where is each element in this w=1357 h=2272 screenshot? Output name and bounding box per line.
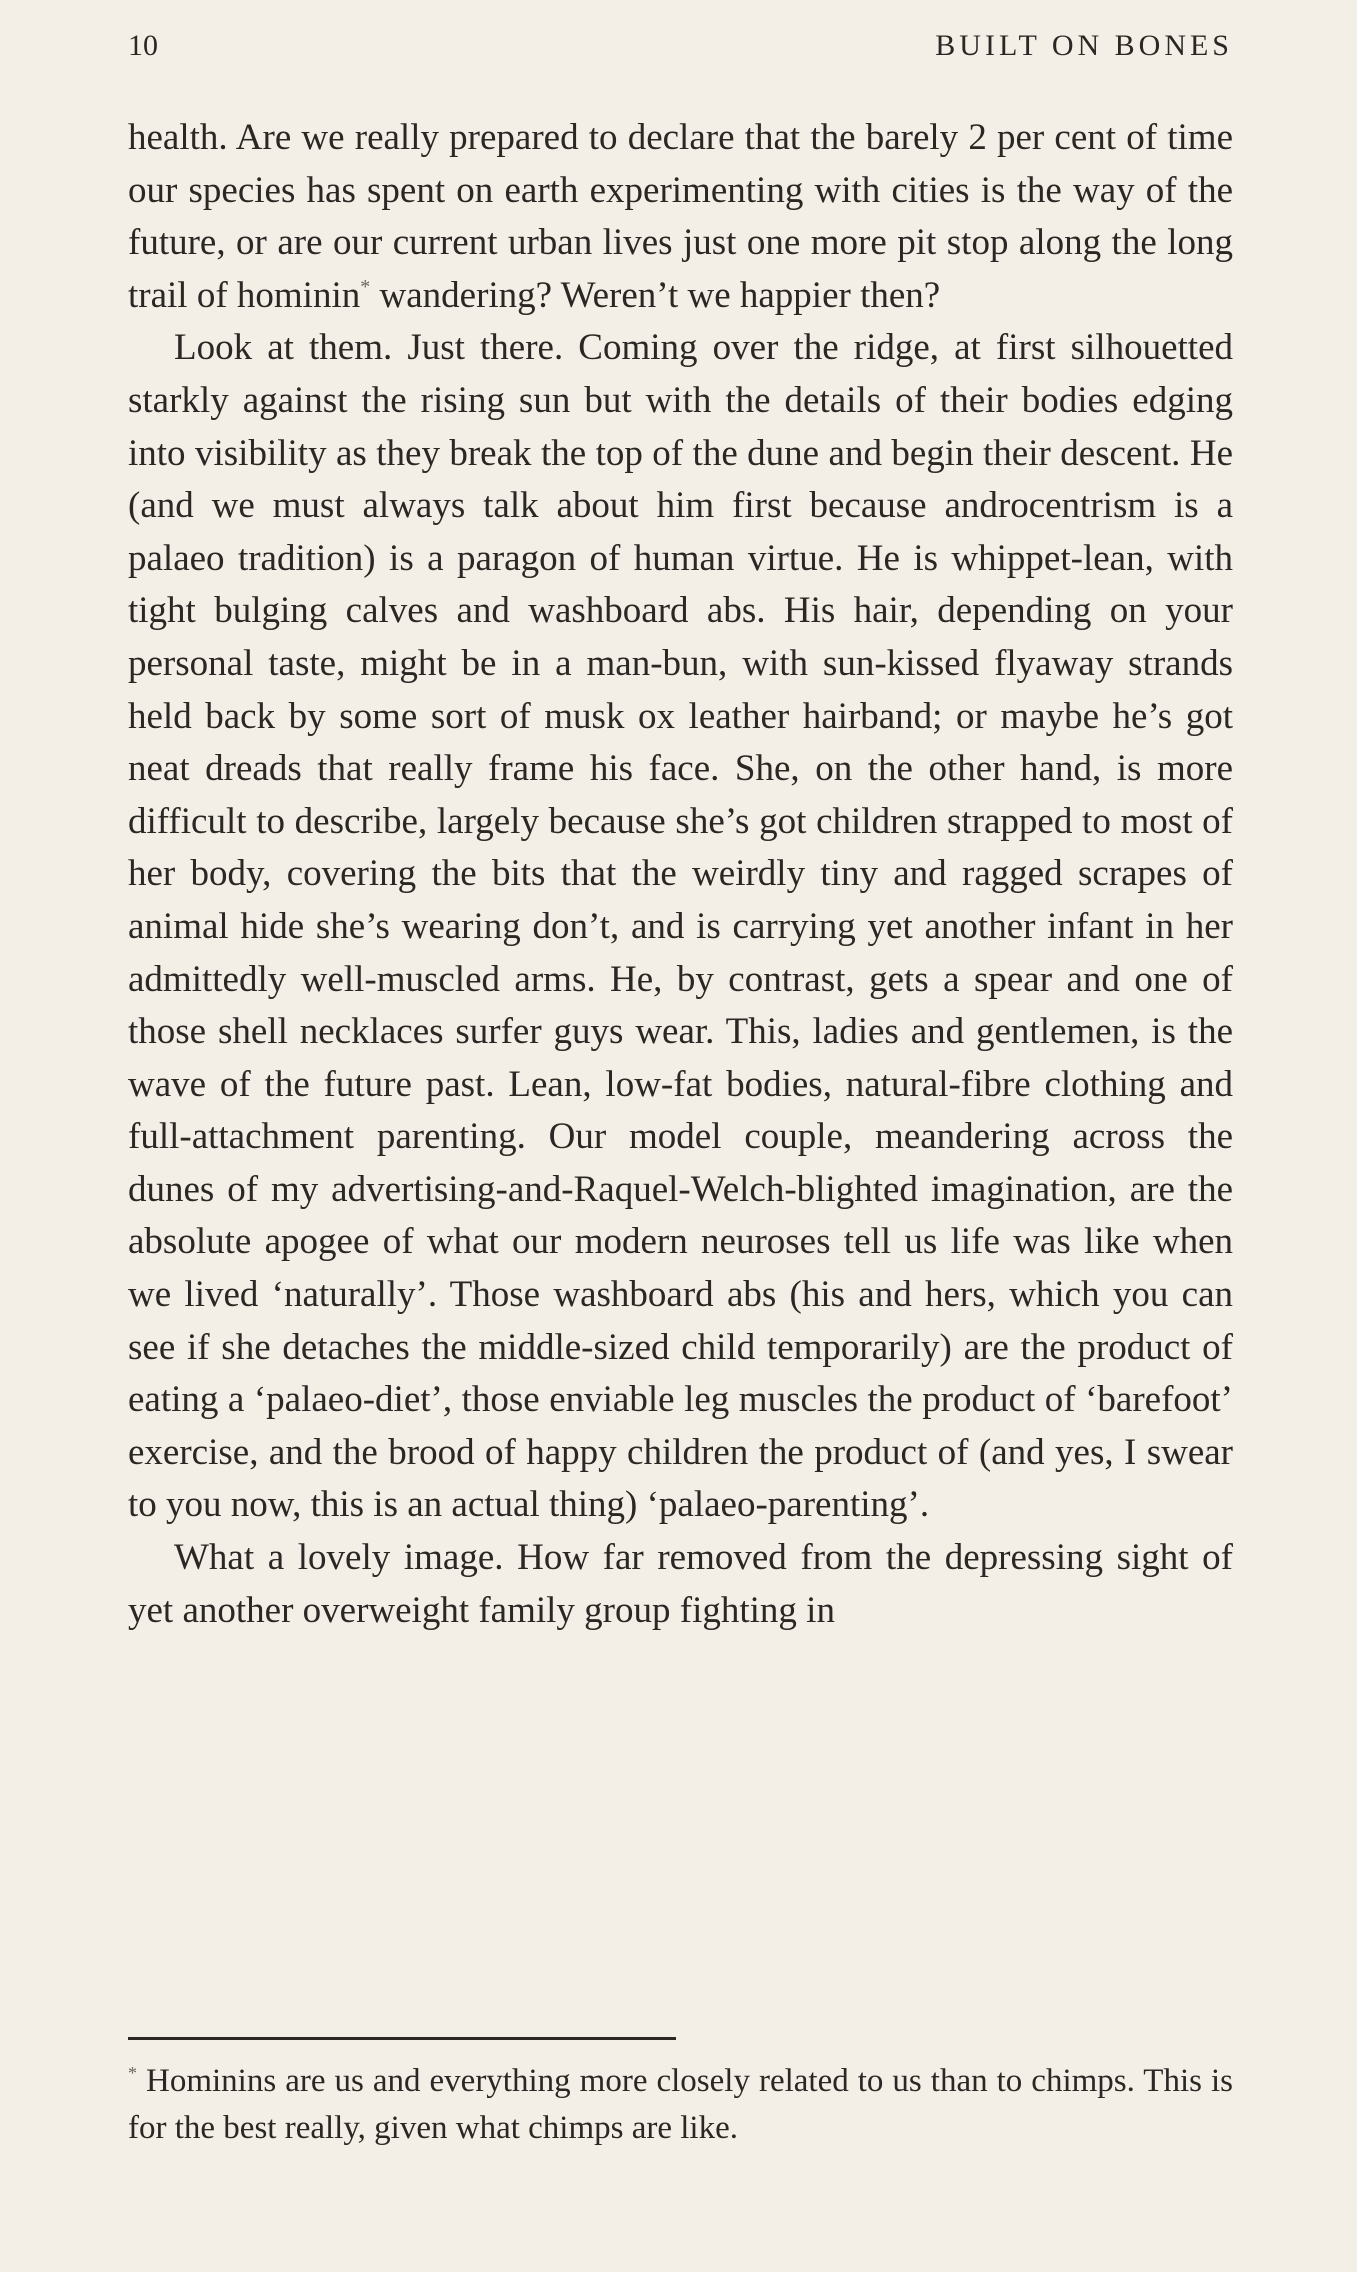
footnote-reference[interactable]: *	[360, 275, 371, 298]
paragraph-2: Look at them. Just there. Coming over the ridge, at first silhouetted starkly against the rising sun but with the details of their bodies edging into visibility as they break the top of the dune and begin their descent. He (and we must always talk about him first because androcentrism is a palaeo tradition) is a paragon of human virtue. He is whippet-lean, with tight bulging calves and washboard abs. His hair, depending on your personal taste, might be in a man-bun, with sun-kissed flyaway strands held back by some sort of musk ox leather hairband; or maybe he’s got neat dreads that really frame his face. She, on the other hand, is more difficult to describe, largely because she’s got children strapped to most of her body, covering the bits that the weirdly tiny and ragged scrapes of animal hide she’s wearing don’t, and is carrying yet another infant in her admittedly well-muscled arms. He, by contrast, gets a spear and one of those shell necklaces surfer guys wear. This, ladies and gentlemen, is the wave of the future past. Lean, low-fat bodies, natural-fibre clothing and full-attachment parenting. Our model couple, meandering across the dunes of my advertising-and-Raquel-Welch-blighted imagination, are the absolute apogee of what our modern neuroses tell us life was like when we lived ‘naturally’. Those washboard abs (his and hers, which you can see if she detaches the middle-sized child temporarily) are the product of eating a ‘palaeo-diet’, those enviable leg muscles the product of ‘barefoot’ exercise, and the brood of happy children the product of (and yes, I swear to you now, this is an actual thing) ‘palaeo-parenting’.	[128, 327, 1233, 1526]
footnote-marker: *	[128, 2063, 137, 2083]
paragraph-1-text: health. Are we really prepared to declare that the barely 2 per cent of time our species has spent on earth experimenting with cities is the way of the future, or are our current urban lives just one more pit stop along the long trail of hominin	[128, 117, 1233, 316]
footnote-divider	[128, 2037, 676, 2040]
paragraph-1	[128, 112, 1233, 322]
footnote-text: Hominins are us and everything more closely related to us than to chimps. This is for the best really, given what chimps are like.	[128, 2063, 1233, 2146]
book-title: BUILT ON BONES	[935, 29, 1233, 62]
footnote	[128, 2058, 1233, 2152]
body-text	[128, 112, 1233, 1637]
paragraph-3: What a lovely image. How far removed from the depressing sight of yet another overweight family group fighting in	[128, 1537, 1233, 1631]
page-number: 10	[128, 29, 158, 62]
paragraph-1-text-end: wandering? Weren’t we happier then?	[370, 274, 941, 316]
running-head	[128, 26, 1233, 66]
